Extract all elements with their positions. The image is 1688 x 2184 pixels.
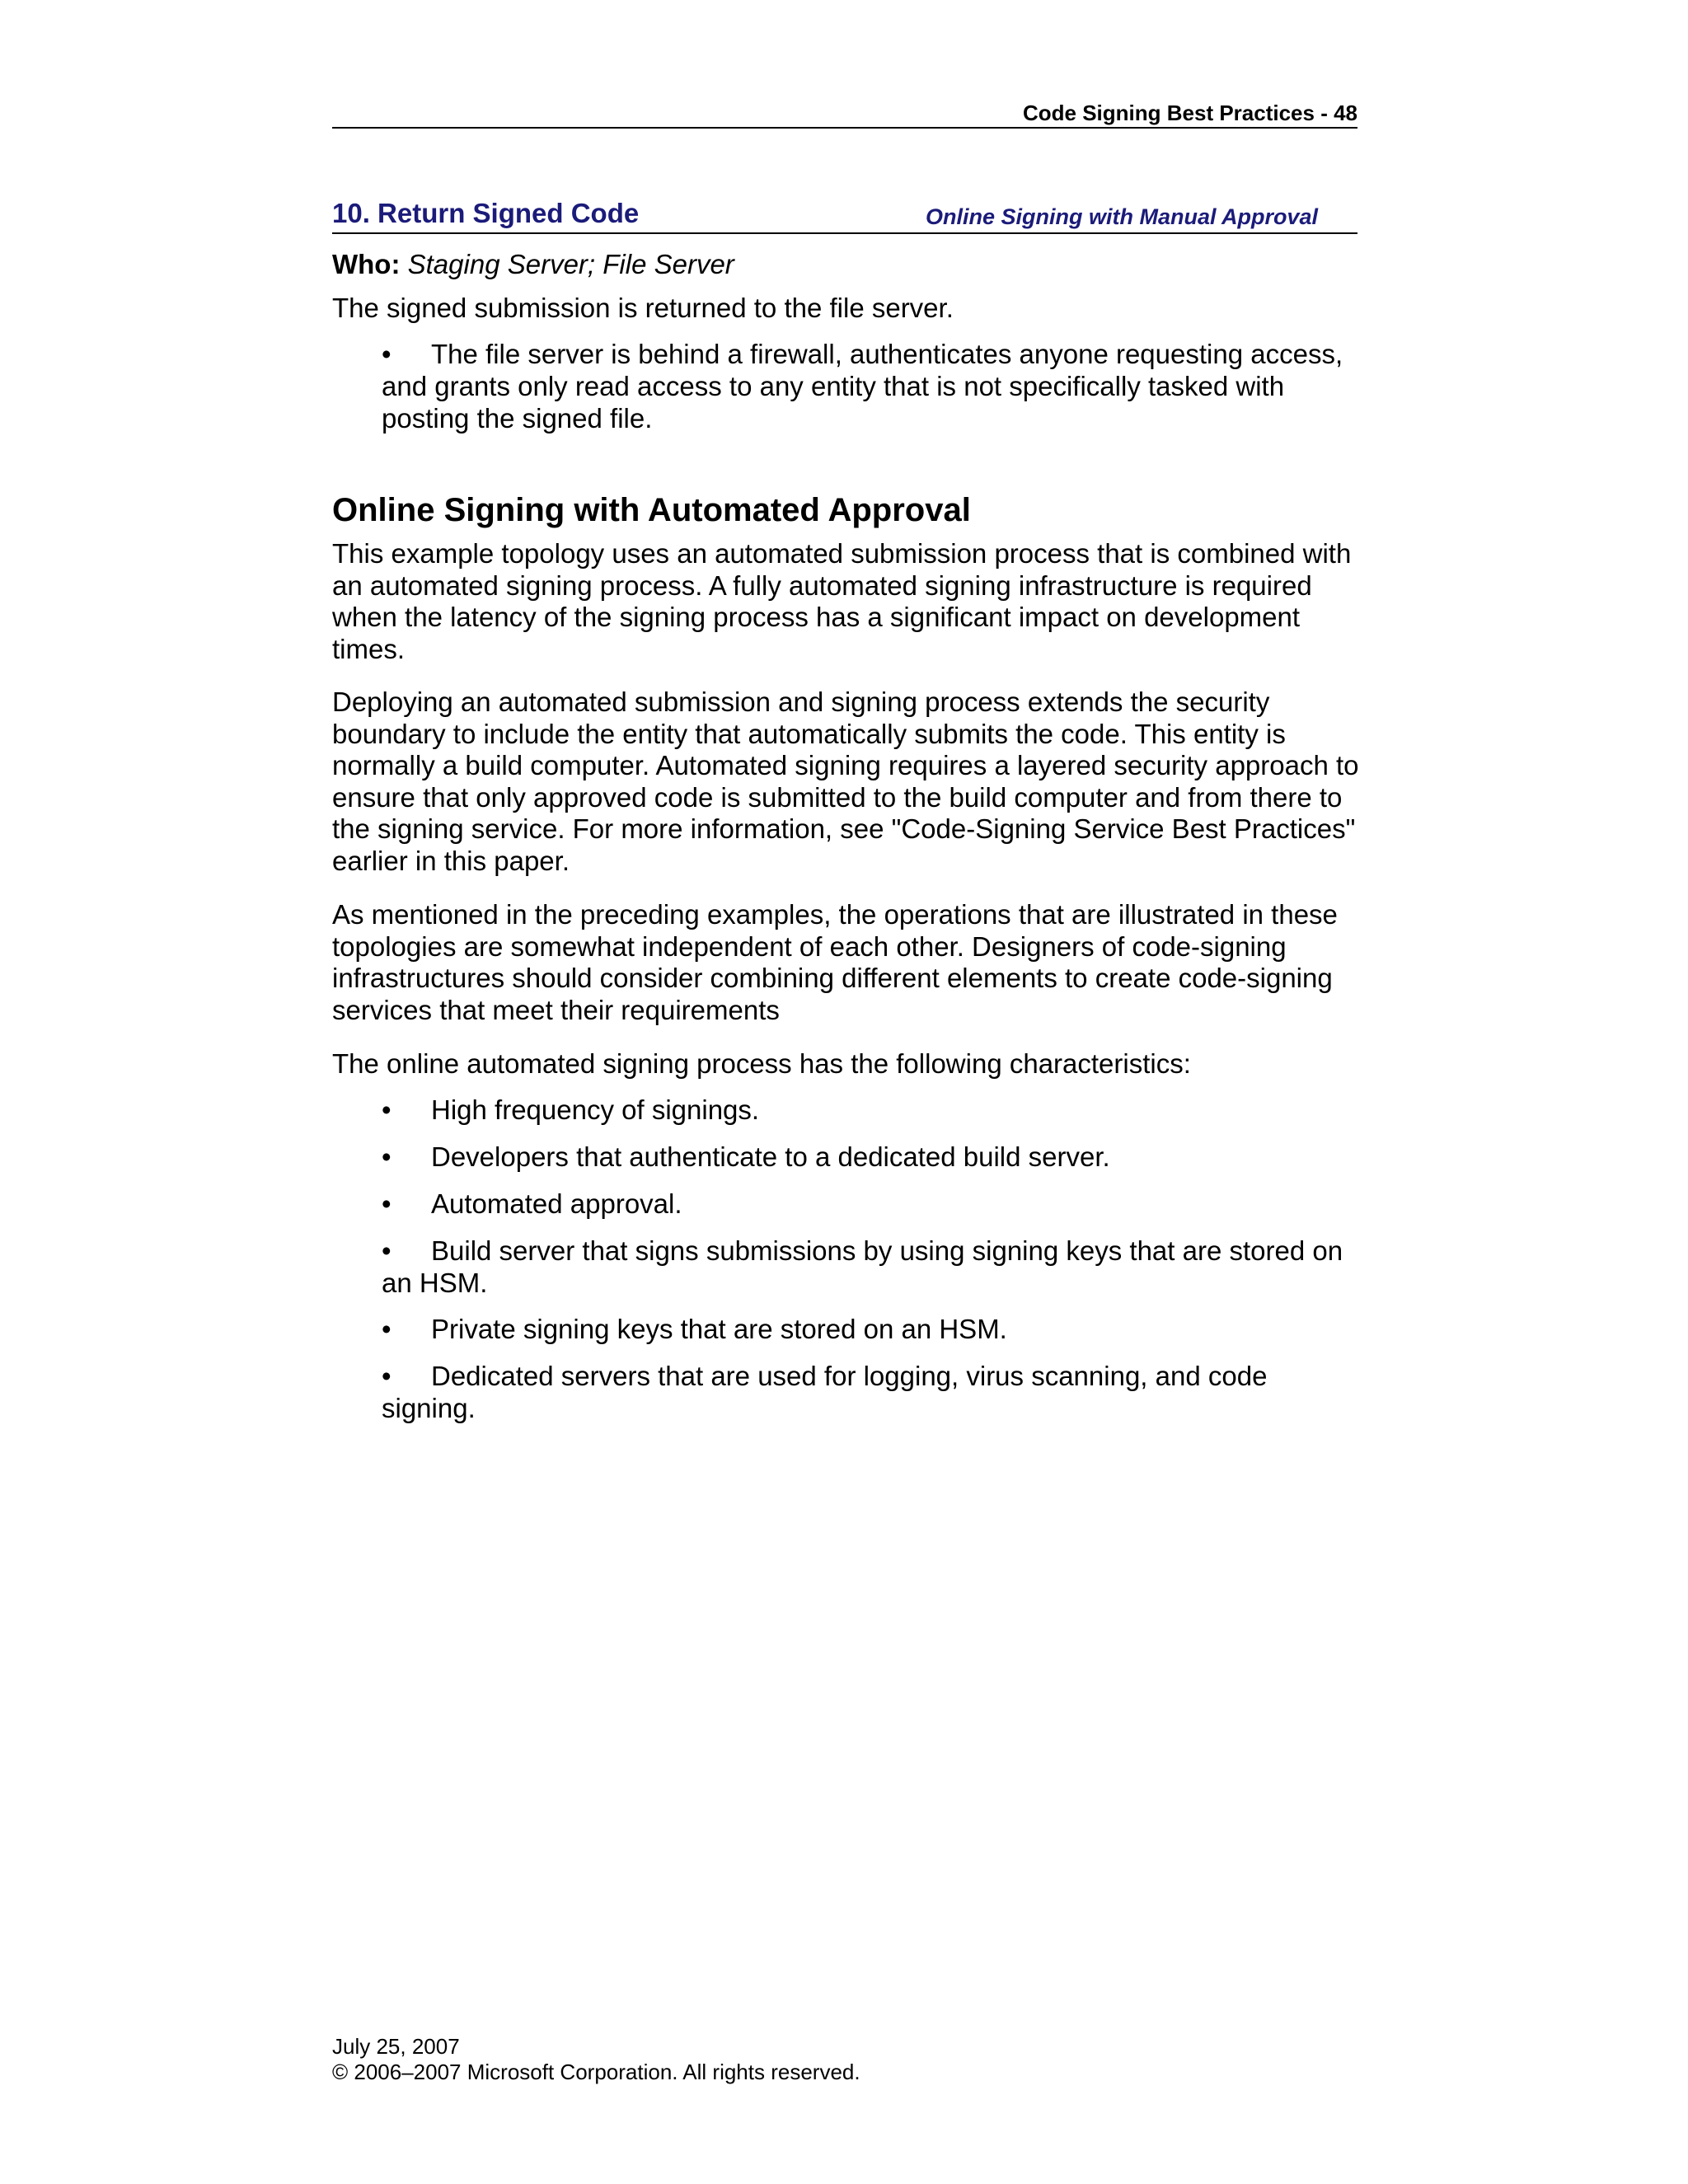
who-line — [332, 249, 1362, 281]
list-item — [382, 1188, 1362, 1220]
running-title: Code Signing Best Practices - 48 — [1022, 101, 1357, 125]
list-item-text: Dedicated servers that are used for logging, virus scanning, and code signing. — [382, 1361, 1268, 1423]
footer-date: July 25, 2007 — [332, 2034, 460, 2059]
list-item-text: Build server that signs submissions by using signing keys that are stored on an HSM. — [382, 1235, 1343, 1298]
who-value: Staging Server; File Server — [407, 249, 734, 279]
list-item — [382, 1313, 1362, 1345]
bullet-icon: • — [382, 1188, 392, 1219]
list-item-text: The file server is behind a firewall, authenticates anyone requesting access, and grants only read access to any entity that is not specifically tasked with posting the signed file. — [382, 339, 1343, 434]
list-item-text: Developers that authenticate to a dedicated build server. — [431, 1141, 1110, 1172]
list-item — [382, 1360, 1362, 1424]
paragraph: This example topology uses an automated submission process that is combined with an automated signing process. A fully automated signing infrastructure is required when the latency of the signing process has a significant impact on development times. — [332, 538, 1352, 664]
running-header — [332, 97, 1357, 129]
section-context-label: Online Signing with Manual Approval — [925, 204, 1318, 229]
section-title: 10. Return Signed Code — [332, 198, 640, 228]
page-footer — [332, 2034, 860, 2085]
list-item-text: Automated approval. — [431, 1188, 682, 1219]
list-item — [382, 1094, 1362, 1126]
bullet-icon: • — [382, 1094, 392, 1125]
who-label: Who: — [332, 249, 401, 279]
paragraph: Deploying an automated submission and signing process extends the security boundary to include the entity that automatically submits the code. This entity is normally a build computer. Automated signing requires a layered security approach to ensure that only approved code is submitted to the build computer and from there to the signing service. For more information, see "Code-Signing Service Best Practices" earlier in this paper. — [332, 687, 1359, 876]
bullet-icon: • — [382, 1141, 392, 1172]
list-item — [382, 1141, 1362, 1173]
automated-heading: Online Signing with Automated Approval — [332, 492, 971, 528]
bullet-icon: • — [382, 1235, 392, 1266]
bullet-icon: • — [382, 1314, 392, 1344]
returned-text: The signed submission is returned to the file server. — [332, 293, 954, 323]
list-item-text: High frequency of signings. — [431, 1094, 760, 1125]
footer-copyright: © 2006–2007 Microsoft Corporation. All rights reserved. — [332, 2060, 860, 2084]
bullet-icon: • — [382, 339, 392, 369]
list-item — [382, 338, 1362, 434]
section-heading-bar — [332, 196, 1357, 234]
bullet-icon: • — [382, 1361, 392, 1391]
list-item-text: Private signing keys that are stored on an HSM. — [431, 1314, 1007, 1344]
paragraph: The online automated signing process has the following characteristics: — [332, 1048, 1191, 1079]
list-item — [382, 1235, 1362, 1299]
paragraph: As mentioned in the preceding examples, the operations that are illustrated in these topologies are somewhat independent of each other. Designers of code-signing infrastructures should consider combining different elements to create code-signing services that meet their requirements — [332, 899, 1338, 1025]
